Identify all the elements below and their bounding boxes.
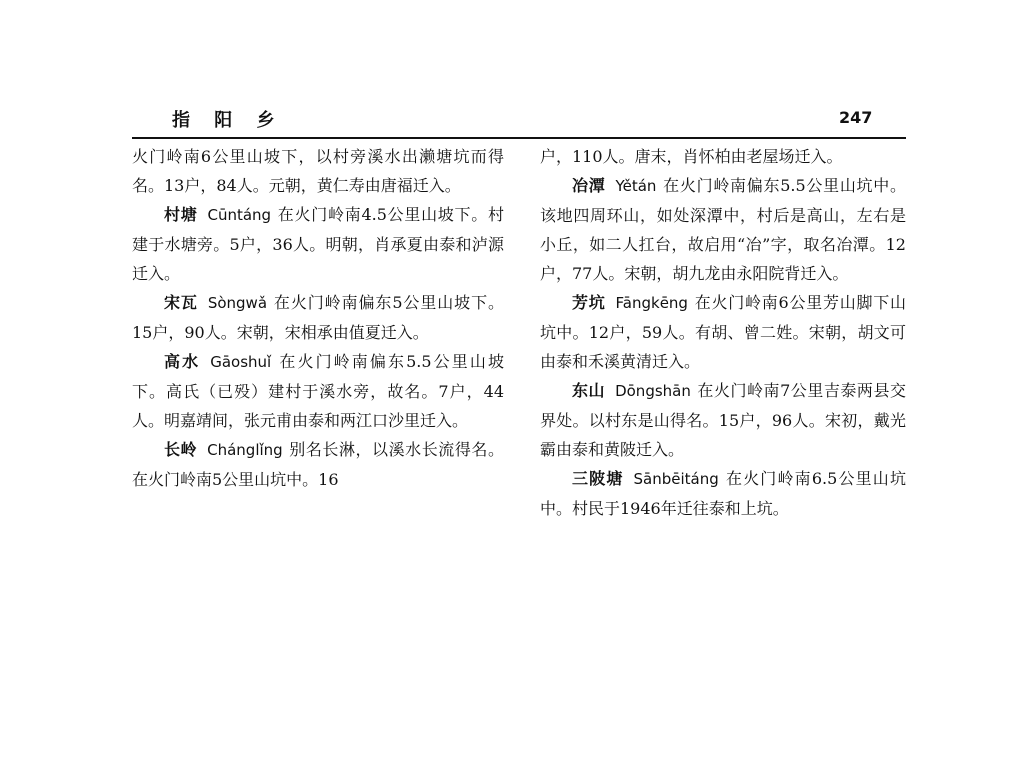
- entry-headword: 宋瓦: [164, 293, 198, 312]
- entry: [132, 200, 504, 288]
- header-rule: [132, 137, 906, 139]
- entry: [540, 376, 906, 464]
- entry-headword: 长岭: [164, 440, 198, 459]
- right-column: [540, 142, 906, 523]
- entry-continuation: 户，110人。唐末，肖怀柏由老屋场迁入。: [540, 147, 843, 166]
- entry-headword: 冶潭: [572, 176, 606, 195]
- entry-text: 在火门岭南4.5公里山坡下。村建于水塘旁。5户，36人。明朝，肖承夏由泰和泸源迁入。: [132, 205, 504, 283]
- entry-text: 在火门岭南7公里吉泰两县交界处。以村东是山得名。15户，96人。宋初，戴光霸由泰和黄陂迁入。: [540, 381, 906, 459]
- entry-headword: 三陂塘: [572, 469, 624, 488]
- entry: [132, 288, 504, 347]
- left-column: [132, 142, 504, 494]
- entry-continuation: 火门岭南6公里山坡下，以村旁溪水出濑塘坑而得名。13户，84人。元朝，黄仁寿由唐福迁入。: [132, 147, 504, 195]
- entry-pinyin: Gāoshuǐ: [210, 353, 272, 371]
- entry: [540, 288, 906, 376]
- entry-headword: 村塘: [164, 205, 198, 224]
- entry-text: 别名长淋，以溪水长流得名。在火门岭南5公里山坑中。16: [132, 440, 504, 489]
- entry: [132, 347, 504, 435]
- entry-headword: 东山: [572, 381, 606, 400]
- entry-headword: 芳坑: [572, 293, 606, 312]
- entry: [540, 464, 906, 523]
- entry-pinyin: Dōngshān: [615, 382, 691, 400]
- entry: [132, 435, 504, 494]
- entry-pinyin: Sòngwǎ: [207, 294, 268, 312]
- entry-headword: 高水: [164, 352, 201, 371]
- running-header-title: 指 阳 乡: [172, 110, 284, 131]
- entry-pinyin: Sānbēitáng: [633, 470, 719, 488]
- entry-text: 在火门岭南6.5公里山坑中。村民于1946年迁往泰和上坑。: [540, 469, 906, 518]
- entry-pinyin: Yětán: [615, 177, 657, 195]
- entry-text: 在火门岭南偏东5.5公里山坑中。该地四周环山，如处深潭中，村后是高山，左右是小丘，如二人扛台，故启用“冶”字，取名冶潭。12户，77人。宋朝，胡九龙由永阳院背迁入。: [540, 176, 906, 283]
- entry-pinyin: Cūntáng: [207, 206, 272, 224]
- entry: [540, 171, 906, 288]
- page-number: 247: [839, 108, 873, 127]
- entry-pinyin: Chánglǐng: [207, 441, 283, 459]
- entry-pinyin: Fāngkēng: [615, 294, 688, 312]
- entry-text: 在火门岭南6公里芳山脚下山坑中。12户，59人。有胡、曾二姓。宋朝，胡文可由泰和禾溪黄清迁入。: [540, 293, 906, 371]
- entry-text: 在火门岭南偏东5.5公里山坡下。高氏（已殁）建村于溪水旁，故名。7户，44人。明嘉靖间，张元甫由泰和两江口沙里迁入。: [132, 352, 504, 430]
- entry-text: 在火门岭南偏东5公里山坡下。15户，90人。宋朝，宋相承由值夏迁入。: [132, 293, 504, 342]
